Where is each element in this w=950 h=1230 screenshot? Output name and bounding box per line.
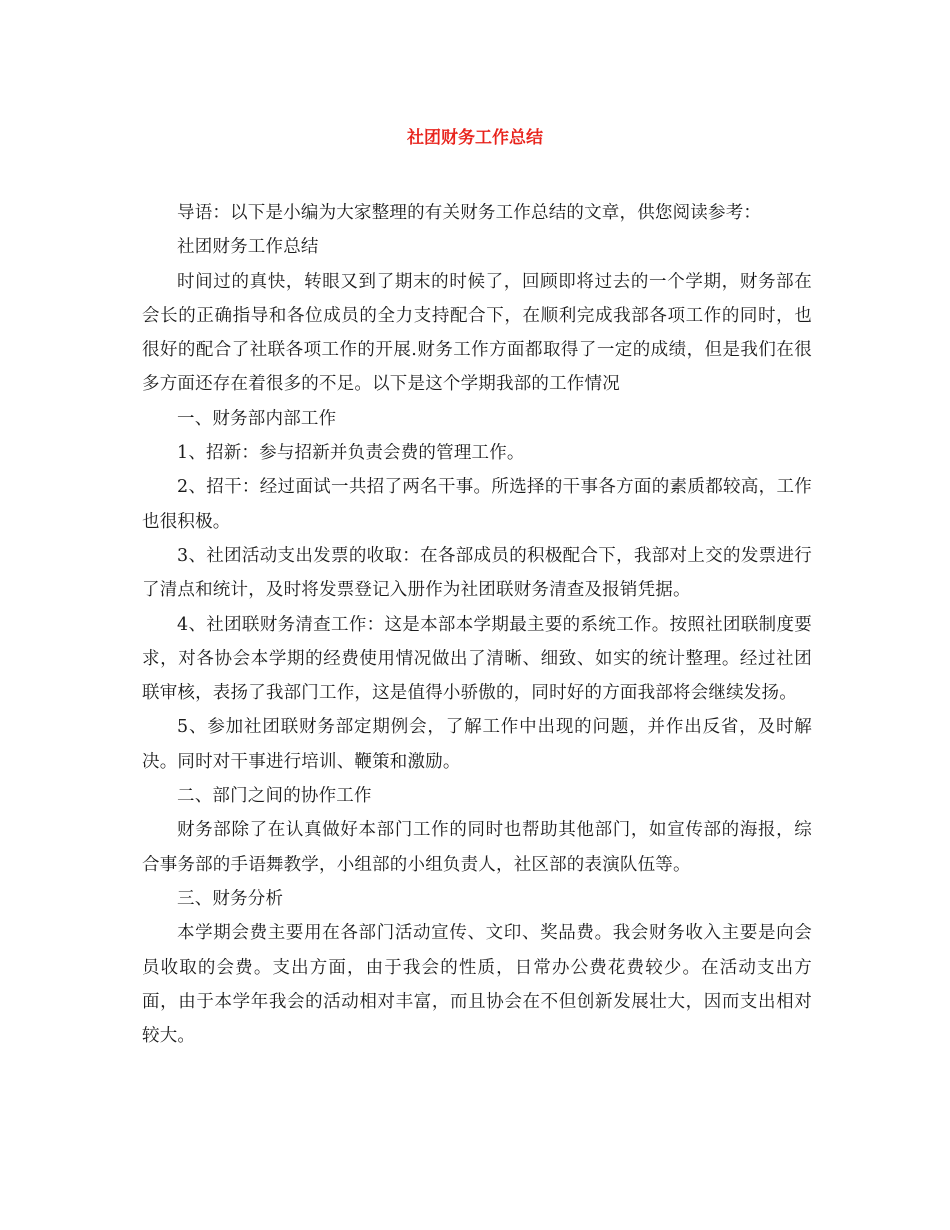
paragraph-financial-audit: 4、社团联财务清查工作：这是本部本学期最主要的系统工作。按照社团联制度要求，对各协会本学期的经费使用情况做出了清晰、细致、如实的统计整理。经过社团联审核，表扬了我部门工作，这是值得小骄傲的，同时好的方面我部将会继续发扬。	[142, 614, 812, 704]
paragraph-collaboration: 财务部除了在认真做好本部门工作的同时也帮助其他部门，如宣传部的海报，综合事务部的手语舞教学，小组部的小组负责人，社区部的表演队伍等。	[142, 820, 812, 875]
paragraph-intro: 导语：以下是小编为大家整理的有关财务工作总结的文章，供您阅读参考：	[177, 203, 762, 223]
section-heading-internal-work: 一、财务部内部工作	[177, 408, 337, 429]
paragraph-invoice-collection: 3、社团活动支出发票的收取：在各部成员的积极配合下，我部对上交的发票进行了清点和统计，及时将发票登记入册作为社团联财务清查及报销凭据。	[142, 545, 812, 601]
document-title: 社团财务工作总结	[407, 128, 543, 148]
section-heading-collaboration: 二、部门之间的协作工作	[177, 786, 372, 807]
section-heading-financial-analysis: 三、财务分析	[177, 888, 284, 909]
paragraph-financial-analysis: 本学期会费主要用在各部门活动宣传、文印、奖品费。我会财务收入主要是向会员收取的会费。支出方面，由于我会的性质，日常办公费花费较少。在活动支出方面，由于本学年我会的活动相对丰富，而且协会在不但创新发展壮大，因而支出相对较大。	[142, 923, 812, 1047]
paragraph-staff-hiring: 2、招干：经过面试一共招了两名干事。所选择的干事各方面的素质都较高，工作也很积极。	[142, 477, 812, 532]
document-body	[142, 196, 812, 1053]
paragraph-subtitle: 社团财务工作总结	[177, 237, 319, 258]
paragraph-regular-meetings: 5、参加社团联财务部定期例会，了解工作中出现的问题，并作出反省，及时解决。同时对干事进行培训、鞭策和激励。	[142, 717, 812, 772]
paragraph-recruitment: 1、招新：参与招新并负责会费的管理工作。	[177, 443, 525, 464]
paragraph-opening: 时间过的真快，转眼又到了期末的时候了，回顾即将过去的一个学期，财务部在会长的正确指导和各位成员的全力支持配合下，在顺利完成我部各项工作的同时，也很好的配合了社联各项工作的开展.财务工作方面都取得了一定的成绩，但是我们在很多方面还存在着很多的不足。以下是这个学期我部的工作情况	[142, 271, 812, 395]
